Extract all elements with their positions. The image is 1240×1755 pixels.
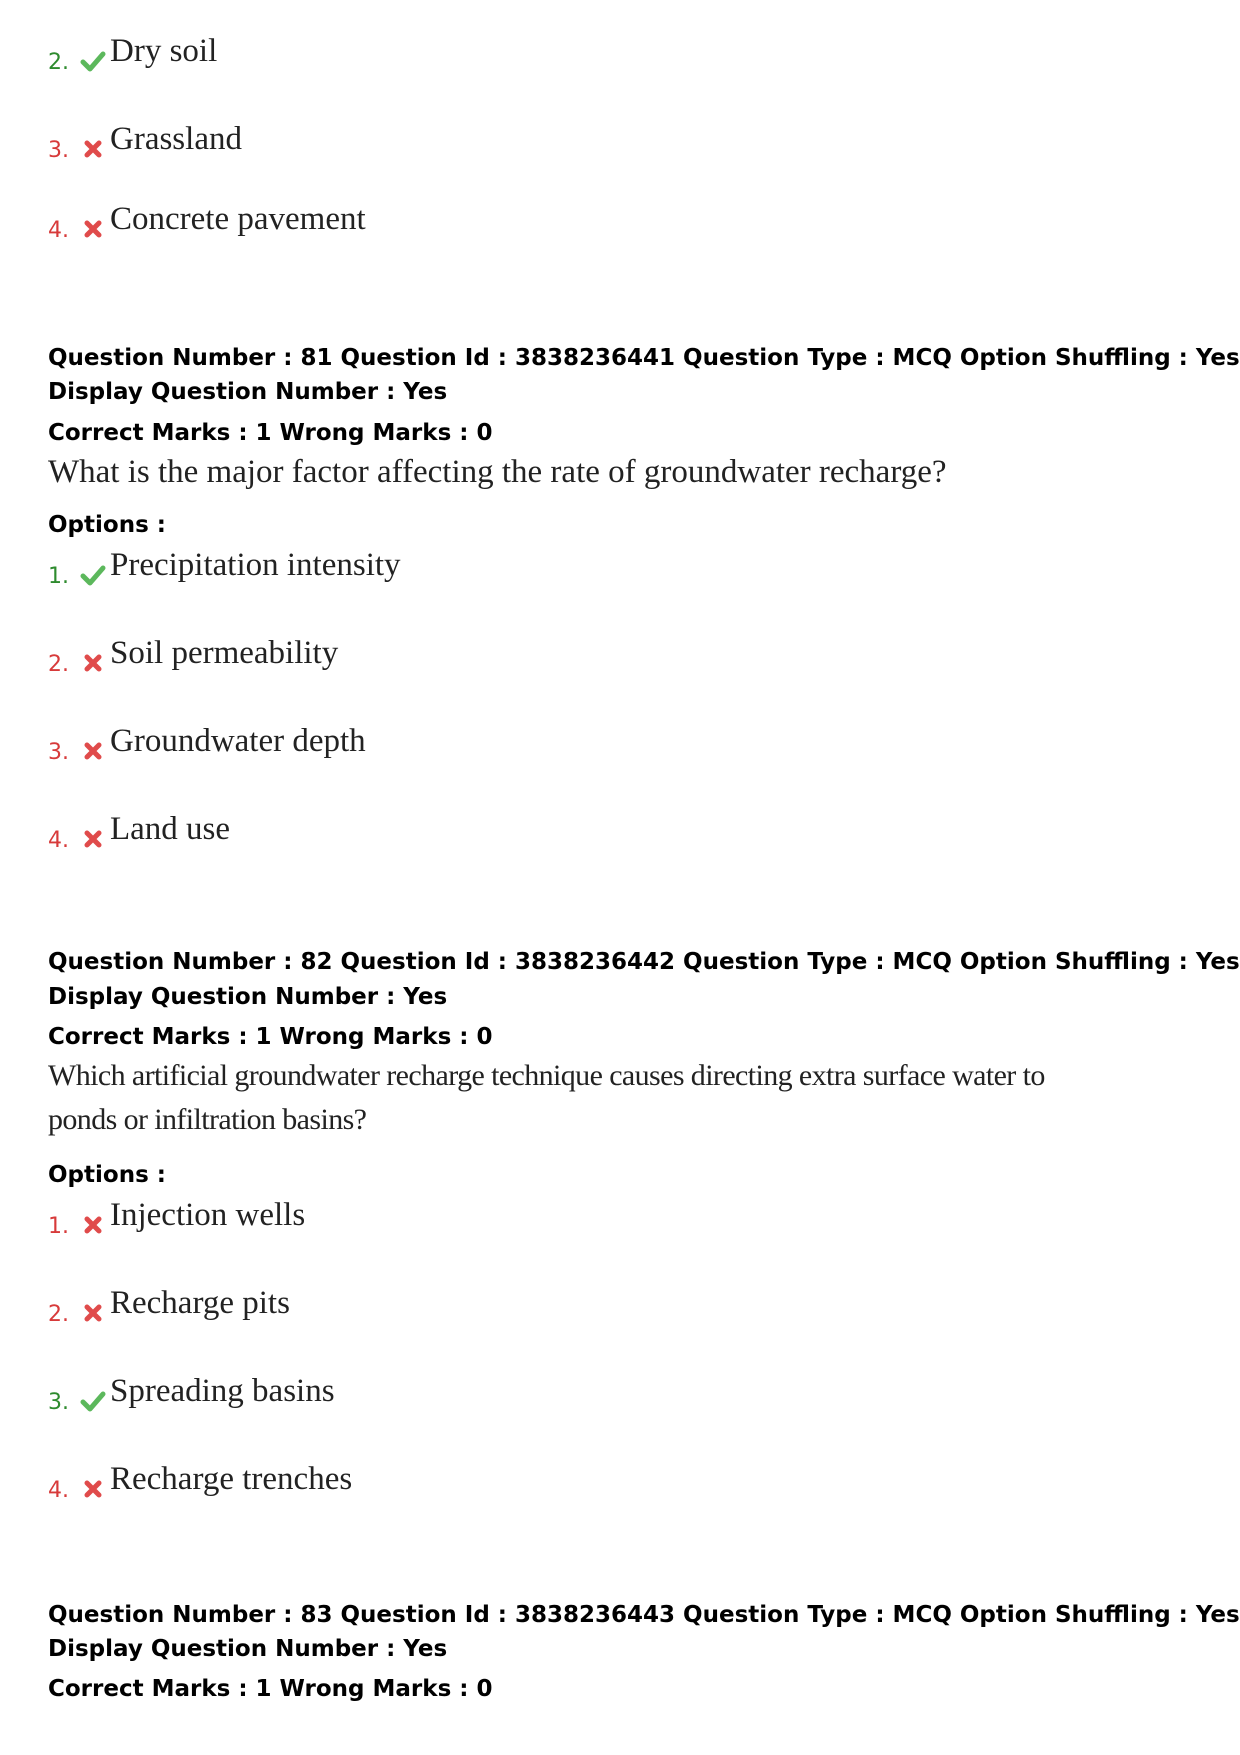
marks-info: Correct Marks : 1 Wrong Marks : 0 bbox=[48, 1024, 493, 1050]
option-number: 1. bbox=[48, 1214, 69, 1239]
option-number: 3. bbox=[48, 138, 69, 163]
marks-info: Correct Marks : 1 Wrong Marks : 0 bbox=[48, 1676, 493, 1702]
option-number: 1. bbox=[48, 564, 69, 589]
option-item bbox=[48, 1284, 1148, 1332]
display-question-number: Display Question Number : Yes bbox=[48, 379, 448, 405]
cross-icon bbox=[78, 824, 108, 854]
option-text: Recharge trenches bbox=[110, 1461, 353, 1497]
option-text: Precipitation intensity bbox=[110, 547, 401, 583]
cross-icon bbox=[78, 134, 108, 164]
question-text: What is the major factor affecting the rate of groundwater recharge? bbox=[48, 454, 947, 490]
option-text: Recharge pits bbox=[110, 1285, 290, 1321]
cross-icon bbox=[78, 1210, 108, 1240]
option-item bbox=[48, 1372, 1148, 1420]
option-number: 4. bbox=[48, 1478, 69, 1503]
option-text: Soil permeability bbox=[110, 635, 339, 671]
option-number: 4. bbox=[48, 218, 69, 243]
option-number: 3. bbox=[48, 740, 69, 765]
option-text: Grassland bbox=[110, 121, 242, 157]
option-item bbox=[48, 722, 1148, 770]
option-number: 2. bbox=[48, 50, 69, 75]
options-label: Options : bbox=[48, 1162, 166, 1188]
option-text: Spreading basins bbox=[110, 1373, 335, 1409]
option-text: Concrete pavement bbox=[110, 201, 366, 237]
option-number: 2. bbox=[48, 1302, 69, 1327]
option-text: Land use bbox=[110, 811, 231, 847]
option-text: Dry soil bbox=[110, 33, 218, 69]
option-item bbox=[48, 120, 1148, 168]
option-text: Groundwater depth bbox=[110, 723, 366, 759]
cross-icon bbox=[78, 1474, 108, 1504]
question-header: Question Number : 81 Question Id : 3838236441 Question Type : MCQ Option Shuffling : Yes bbox=[48, 345, 1240, 371]
display-question-number: Display Question Number : Yes bbox=[48, 984, 448, 1010]
checkmark-icon bbox=[78, 560, 108, 590]
checkmark-icon bbox=[78, 46, 108, 76]
option-item bbox=[48, 810, 1148, 858]
option-item bbox=[48, 546, 1148, 594]
option-item bbox=[48, 200, 1148, 248]
option-number: 3. bbox=[48, 1390, 69, 1415]
option-number: 4. bbox=[48, 828, 69, 853]
cross-icon bbox=[78, 214, 108, 244]
display-question-number: Display Question Number : Yes bbox=[48, 1636, 448, 1662]
option-item bbox=[48, 634, 1148, 682]
option-text: Injection wells bbox=[110, 1197, 306, 1233]
cross-icon bbox=[78, 1298, 108, 1328]
option-item bbox=[48, 32, 1148, 80]
cross-icon bbox=[78, 648, 108, 678]
question-header: Question Number : 82 Question Id : 3838236442 Question Type : MCQ Option Shuffling : Yes bbox=[48, 949, 1240, 975]
question-text: Which artificial groundwater recharge technique causes directing extra surface water to bbox=[48, 1059, 1045, 1092]
cross-icon bbox=[78, 736, 108, 766]
question-text-continued: ponds or infiltration basins? bbox=[48, 1103, 367, 1136]
checkmark-icon bbox=[78, 1386, 108, 1416]
option-number: 2. bbox=[48, 652, 69, 677]
marks-info: Correct Marks : 1 Wrong Marks : 0 bbox=[48, 420, 493, 446]
options-label: Options : bbox=[48, 512, 166, 538]
question-header: Question Number : 83 Question Id : 3838236443 Question Type : MCQ Option Shuffling : Yes bbox=[48, 1602, 1240, 1628]
option-item bbox=[48, 1196, 1148, 1244]
option-item bbox=[48, 1460, 1148, 1508]
